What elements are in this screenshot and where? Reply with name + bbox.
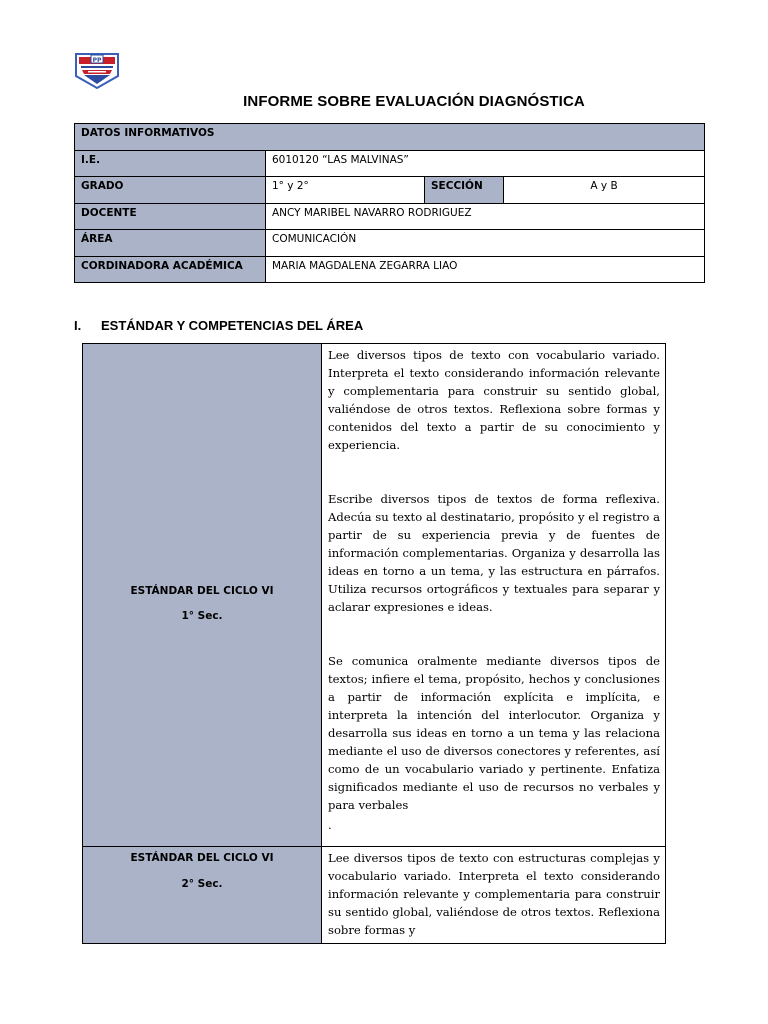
seccion-label: SECCIÓN: [425, 177, 504, 204]
grado-label: GRADO: [75, 177, 266, 204]
section-heading: [74, 318, 363, 333]
coordinadora-label: CORDINADORA ACADÉMICA: [75, 256, 266, 283]
area-value: COMUNICACIÓN: [266, 230, 705, 257]
standard-paragraph: Lee diversos tipos de texto con estructuras complejas y vocabulario variado. Interpreta el texto considerando información relevante y complementaria para construir su sentido global, valiéndose de otros textos. Reflexiona sobre formas y: [328, 851, 660, 937]
docente-value: ANCY MARIBEL NAVARRO RODRIGUEZ: [266, 203, 705, 230]
standard-label-cell: [83, 847, 322, 944]
standard-row: [83, 344, 666, 847]
document-title: INFORME SOBRE EVALUACIÓN DIAGNÓSTICA: [243, 93, 585, 110]
svg-text:PP: PP: [92, 57, 102, 64]
ie-value: 6010120 “LAS MALVINAS”: [266, 150, 705, 177]
standard-text-cell: [322, 847, 666, 944]
school-logo: [74, 52, 120, 90]
standard-label: ESTÁNDAR DEL CICLO VI: [130, 852, 274, 864]
standard-paragraph: Se comunica oralmente mediante diversos tipos de textos; infiere el tema, propósito, hechos y conclusiones a partir de información explícita e implícita, e interpreta la intención del interlocutor. Organiza y desarrolla sus ideas en torno a un tema y las relaciona mediante el uso de diversos conectores y referentes, así como de un vocabulario variado y pertinente. Enfatiza significados mediante el uso de recursos no verbales y para verbales: [328, 654, 660, 812]
docente-label: DOCENTE: [75, 203, 266, 230]
standards-table: [82, 343, 666, 944]
datos-informativos-header: DATOS INFORMATIVOS: [75, 124, 705, 151]
standard-row: [83, 847, 666, 944]
standard-grade: 1° Sec.: [181, 609, 223, 622]
datos-informativos-table: [74, 123, 705, 283]
standard-text-cell: [322, 344, 666, 847]
section-title: ESTÁNDAR Y COMPETENCIAS DEL ÁREA: [101, 318, 364, 333]
standard-label-cell: [83, 344, 322, 847]
standard-label: ESTÁNDAR DEL CICLO VI: [130, 584, 274, 597]
grado-value: 1° y 2°: [266, 177, 425, 204]
ie-label: I.E.: [75, 150, 266, 177]
coordinadora-value: MARIA MAGDALENA ZEGARRA LIAO: [266, 256, 705, 283]
area-label: ÁREA: [75, 230, 266, 257]
seccion-value: A y B: [504, 177, 705, 204]
standard-grade: 2° Sec.: [181, 878, 223, 890]
section-number: I.: [74, 318, 82, 333]
standard-paragraph: Escribe diversos tipos de textos de forma reflexiva. Adecúa su texto al destinatario, propósito y el registro a partir de su experiencia previa y de fuentes de información complementarias. Organiza y desarrolla las ideas en torno a un tema, y las estructura en párrafos. Utiliza recursos ortográficos y textuales para separar y aclarar expresiones e ideas.: [328, 492, 660, 614]
standard-paragraph: Lee diversos tipos de texto con vocabulario variado. Interpreta el texto considerando información relevante y complementaria para construir su sentido global, valiéndose de otros textos. Reflexiona sobre formas y contenidos del texto a partir de su conocimiento y experiencia.: [328, 348, 660, 452]
trailing-period: .: [328, 818, 332, 832]
